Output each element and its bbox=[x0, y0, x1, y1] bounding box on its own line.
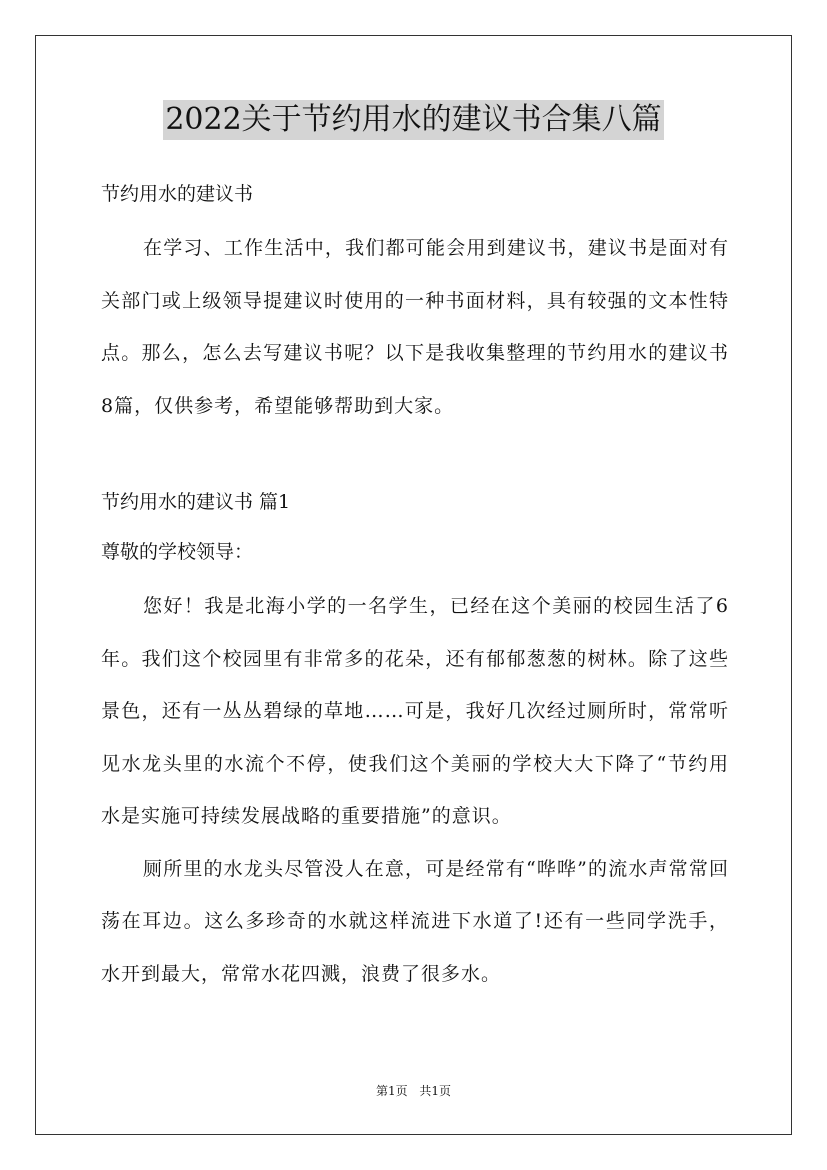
intro-paragraph: 在学习、工作生活中，我们都可能会用到建议书，建议书是面对有关部门或上级领导提建议时使用的一种书面材料，具有较强的文本性特点。那么，怎么去写建议书呢？以下是我收集整理的节约用水的建议书8篇，仅供参考，希望能够帮助到大家。 bbox=[101, 237, 729, 417]
body-paragraph-2: 厕所里的水龙头尽管没人在意，可是经常有“哗哗”的流水声常常回荡在耳边。这么多珍奇的水就这样流进下水道了!还有一些同学洗手，水开到最大，常常水花四溅，浪费了很多水。 bbox=[101, 857, 729, 985]
title-container bbox=[0, 100, 827, 140]
page-footer bbox=[0, 1083, 827, 1099]
page-total: 共1页 bbox=[419, 1084, 452, 1098]
salutation: 尊敬的学校领导： bbox=[101, 541, 254, 563]
section-heading: 节约用水的建议书 篇1 bbox=[101, 491, 291, 513]
page-number: 第1页 bbox=[375, 1084, 408, 1098]
body-paragraph-1: 您好！我是北海小学的一名学生，已经在这个美丽的校园生活了6年。我们这个校园里有非常多的花朵，还有郁郁葱葱的树林。除了这些景色，还有一丛丛碧绿的草地……可是，我好几次经过厕所时，常常听见水龙头里的水流个不停，使我们这个美丽的学校大大下降了“节约用水是实施可持续发展战略的重要措施”的意识。 bbox=[101, 595, 729, 827]
document-body bbox=[101, 172, 729, 1000]
document-title: 2022关于节约用水的建议书合集八篇 bbox=[163, 100, 663, 140]
intro-heading: 节约用水的建议书 bbox=[101, 183, 254, 205]
